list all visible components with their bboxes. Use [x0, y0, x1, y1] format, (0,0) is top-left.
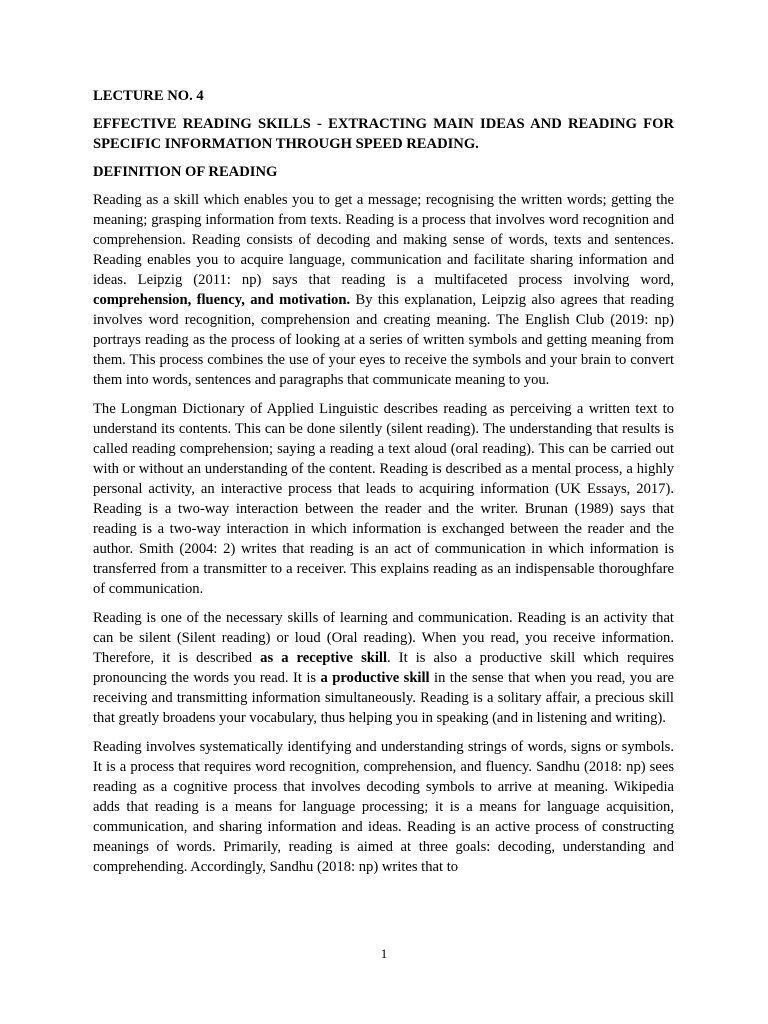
paragraph-3-text-b: . It is also a productive skill which requires pronouncing the words you read. It is	[93, 650, 674, 686]
paragraph-3-text-c: in the sense that when you read, you are receiving and transmitting information simultaneously. Reading is a solitary affair, a precious skill that greatly broadens your vocabulary, thus helping you in speaking (and in listening and writing).	[93, 670, 674, 726]
paragraph-2: The Longman Dictionary of Applied Linguistic describes reading as perceiving a written text to understand its contents. This can be done silently (silent reading). The understanding that results is called reading comprehension; saying a reading a text aloud (oral reading). This can be carried out with or without an understanding of the content. Reading is described as a mental process, a highly personal activity, an interactive process that leads to acquiring information (UK Essays, 2017). Reading is a two-way interaction between the reader and the writer. Brunan (1989) says that reading is a two-way interaction in which information is exchanged between the reader and the author. Smith (2004: 2) writes that reading is an act of communication in which information is transferred from a transmitter to a receiver. This explains reading as an indispensable thoroughfare of communication.	[93, 401, 674, 597]
paragraph-1-bold: comprehension, fluency, and motivation.	[93, 292, 351, 308]
document-title: EFFECTIVE READING SKILLS - EXTRACTING MAIN IDEAS AND READING FOR SPECIFIC INFORMATION THROUGH SPEED READING.	[93, 116, 674, 152]
paragraph-3	[93, 608, 674, 728]
section-heading: DEFINITION OF READING	[93, 164, 278, 180]
page-number: 1	[380, 946, 388, 961]
lecture-label: LECTURE NO. 4	[93, 88, 204, 104]
paragraph-4: Reading involves systematically identifying and understanding strings of words, signs or symbols. It is a process that requires word recognition, comprehension, and fluency. Sandhu (2018: np) sees reading as a cognitive process that involves decoding symbols to arrive at meaning. Wikipedia adds that reading is a means for language processing; it is a means for language acquisition, communication, and sharing information and ideas. Reading is an active process of constructing meanings of words. Primarily, reading is aimed at three goals: decoding, understanding and comprehending. Accordingly, Sandhu (2018: np) writes that to	[93, 739, 674, 875]
paragraph-1-text-a: Reading as a skill which enables you to get a message; recognising the written words; getting the meaning; grasping information from texts. Reading is a process that involves word recognition and comprehension. Reading consists of decoding and making sense of words, texts and sentences. Reading enables you to acquire language, communication and facilitate sharing information and ideas. Leipzig (2011: np) says that reading is a multifaceted process involving word,	[93, 192, 674, 288]
paragraph-3-bold-productive: a productive skill	[320, 670, 430, 686]
paragraph-3-text-a: Reading is one of the necessary skills of learning and communication. Reading is an activity that can be silent (Silent reading) or loud (Oral reading). When you read, you receive information. Therefore, it is described	[93, 610, 674, 666]
document-page	[93, 86, 674, 886]
paragraph-1-text-b: By this explanation, Leipzig also agrees that reading involves word recognition, comprehension and creating meaning. The English Club (2019: np) portrays reading as the process of looking at a series of written symbols and getting meaning from them. This process combines the use of your eyes to receive the symbols and your brain to convert them into words, sentences and paragraphs that communicate meaning to you.	[93, 292, 674, 388]
paragraph-3-bold-receptive: as a receptive skill	[260, 650, 388, 666]
paragraph-1	[93, 190, 674, 390]
